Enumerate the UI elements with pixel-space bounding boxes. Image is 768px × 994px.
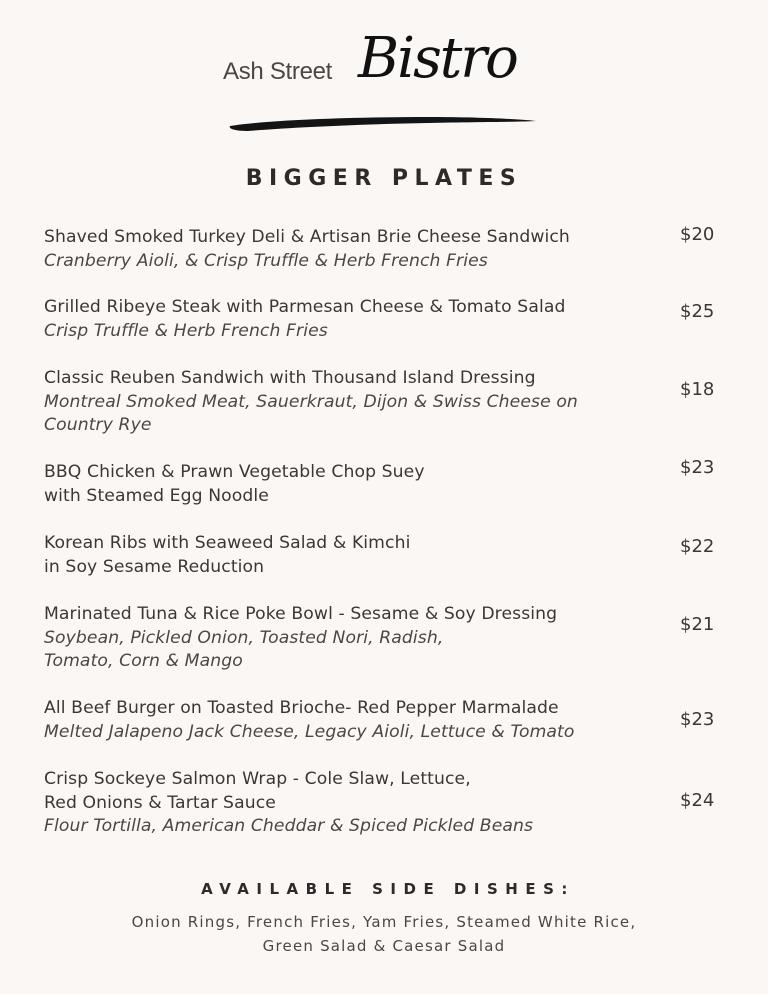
side-dishes-list — [0, 910, 768, 958]
menu-item — [44, 296, 744, 343]
item-price: $23 — [680, 709, 715, 730]
menu-item — [44, 457, 744, 508]
logo-script: Bistro — [358, 26, 517, 91]
item-description: Country Rye — [44, 415, 152, 435]
item-description: Melted Jalapeno Jack Cheese, Legacy Aioli, Lettuce & Tomato — [44, 721, 575, 742]
brush-stroke-icon — [228, 114, 538, 132]
item-name: with Steamed Egg Noodle — [44, 485, 269, 506]
item-name: Marinated Tuna & Rice Poke Bowl - Sesame & Soy Dressing — [44, 604, 558, 624]
item-name: Grilled Ribeye Steak with Parmesan Cheese & Tomato Salad — [44, 297, 566, 317]
item-price: $22 — [680, 536, 715, 557]
section-title: BIGGER PLATES — [245, 166, 523, 191]
item-price: $23 — [680, 457, 715, 478]
menu-item — [44, 768, 744, 839]
menu-item — [44, 532, 744, 579]
item-description: Tomato, Corn & Mango — [44, 651, 243, 671]
restaurant-logo — [220, 26, 550, 138]
item-name: Classic Reuben Sandwich with Thousand Island Dressing — [44, 368, 536, 388]
item-price: $25 — [680, 301, 715, 322]
menu-item — [44, 226, 744, 273]
item-description: Cranberry Aioli, & Crisp Truffle & Herb French Fries — [44, 250, 488, 271]
item-description: Montreal Smoked Meat, Sauerkraut, Dijon & Swiss Cheese on — [44, 391, 578, 412]
item-price: $21 — [680, 614, 715, 635]
item-price: $20 — [680, 224, 715, 245]
menu-item — [44, 603, 744, 674]
item-description: Crisp Truffle & Herb French Fries — [44, 320, 328, 341]
item-description: Flour Tortilla, American Cheddar & Spiced Pickled Beans — [44, 816, 534, 836]
item-description: Soybean, Pickled Onion, Toasted Nori, Radish, — [44, 627, 444, 648]
item-name: All Beef Burger on Toasted Brioche- Red Pepper Marmalade — [44, 698, 559, 718]
item-price: $18 — [680, 379, 715, 400]
logo-prefix: Ash Street — [223, 58, 333, 85]
item-name: Red Onions & Tartar Sauce — [44, 792, 276, 813]
menu-item — [44, 367, 744, 438]
side-dishes-title: AVAILABLE SIDE DISHES: — [201, 880, 575, 898]
item-name: in Soy Sesame Reduction — [44, 556, 265, 577]
side-dishes-line: Onion Rings, French Fries, Yam Fries, Steamed White Rice, — [131, 913, 637, 931]
side-dishes-line: Green Salad & Caesar Salad — [262, 937, 506, 955]
item-name: Crisp Sockeye Salmon Wrap - Cole Slaw, Lettuce, — [44, 769, 471, 789]
item-name: Shaved Smoked Turkey Deli & Artisan Brie Cheese Sandwich — [44, 227, 570, 247]
item-name: Korean Ribs with Seaweed Salad & Kimchi — [44, 533, 411, 553]
item-price: $24 — [680, 790, 715, 811]
menu-item — [44, 697, 744, 744]
item-name: BBQ Chicken & Prawn Vegetable Chop Suey — [44, 462, 425, 482]
